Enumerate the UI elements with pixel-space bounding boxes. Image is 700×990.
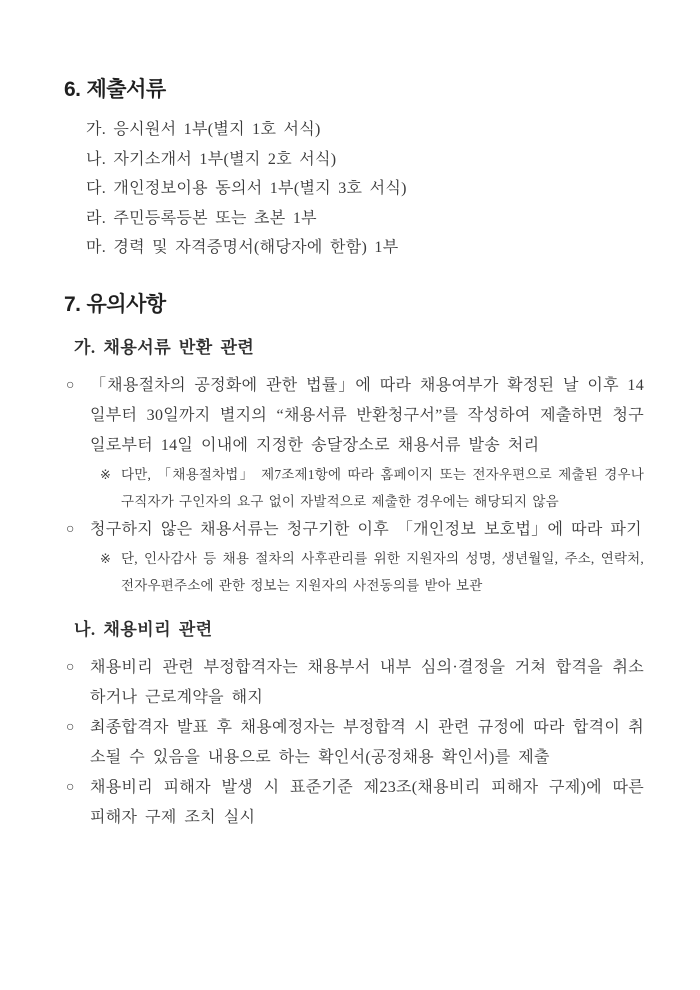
subsection-b-label: 나. bbox=[74, 619, 96, 639]
list-item: 마. 경력 및 자격증명서(해당자에 한함) 1부 bbox=[86, 239, 399, 256]
circle-bullet-icon: ○ bbox=[66, 659, 75, 675]
reference-mark-icon: ※ bbox=[100, 466, 111, 482]
subsection-a-body bbox=[64, 371, 644, 599]
subsection-b bbox=[64, 619, 644, 833]
circle-bullet-icon: ○ bbox=[66, 779, 75, 795]
list-item: 다. 개인정보이용 동의서 1부(별지 3호 서식) bbox=[86, 180, 407, 197]
subsection-a bbox=[64, 337, 644, 599]
list-item: 가. 응시원서 1부(별지 1호 서식) bbox=[86, 121, 321, 138]
subsection-a-heading bbox=[74, 337, 644, 359]
section-6-heading bbox=[64, 78, 644, 102]
subsection-a-label: 가. bbox=[74, 337, 96, 357]
section-6-title: 제출서류 bbox=[86, 78, 166, 101]
bullet-text: 「채용절차의 공정화에 관한 법률」에 따라 채용여부가 확정된 날 이후 14일부터 30일까지 별지의 “채용서류 반환청구서”를 작성하여 제출하면 청구일로부터 14일 이내에 지정한 송달장소로 채용서류 발송 처리 bbox=[90, 376, 644, 454]
list-item: 라. 주민등록등본 또는 초본 1부 bbox=[86, 209, 317, 227]
list-item: 나. 자기소개서 1부(별지 2호 서식) bbox=[86, 150, 337, 168]
bullet-item bbox=[64, 653, 644, 713]
subsection-b-title: 채용비리 관련 bbox=[103, 619, 213, 639]
bullet-item bbox=[64, 515, 644, 545]
bullet-item bbox=[64, 773, 644, 833]
note-item bbox=[100, 545, 644, 599]
reference-mark-icon: ※ bbox=[100, 550, 111, 566]
section-7-heading bbox=[64, 293, 644, 317]
note-text: 다만, 「채용절차법」 제7조제1항에 따라 홈페이지 또는 전자우편으로 제출된 경우나 구직자가 구인자의 요구 없이 자발적으로 제출한 경우에는 해당되지 않음 bbox=[121, 466, 644, 509]
bullet-text: 청구하지 않은 채용서류는 청구기한 이후 「개인정보 보호법」에 따라 파기 bbox=[90, 520, 642, 538]
subsection-a-title: 채용서류 반환 관련 bbox=[103, 337, 255, 357]
circle-bullet-icon: ○ bbox=[66, 377, 75, 393]
bullet-item bbox=[64, 371, 644, 461]
subsection-b-heading bbox=[74, 619, 644, 641]
section-7-title: 유의사항 bbox=[86, 292, 166, 316]
subsection-b-body bbox=[64, 653, 644, 833]
circle-bullet-icon: ○ bbox=[66, 719, 75, 735]
submission-document-list bbox=[86, 115, 644, 263]
section-6-number: 6. bbox=[64, 78, 81, 101]
section-6 bbox=[64, 78, 644, 263]
bullet-item bbox=[64, 713, 644, 773]
section-7 bbox=[64, 293, 644, 833]
note-item bbox=[100, 461, 644, 515]
section-7-number: 7. bbox=[64, 292, 81, 316]
bullet-text: 채용비리 피해자 발생 시 표준기준 제23조(채용비리 피해자 구제)에 따른 피해자 구제 조치 실시 bbox=[90, 778, 644, 826]
circle-bullet-icon: ○ bbox=[66, 521, 75, 537]
note-text: 단, 인사감사 등 채용 절차의 사후관리를 위한 지원자의 성명, 생년월일, 주소, 연락처, 전자우편주소에 관한 정보는 지원자의 사전동의를 받아 보관 bbox=[121, 550, 644, 593]
bullet-text: 최종합격자 발표 후 채용예정자는 부정합격 시 관련 규정에 따라 합격이 취소될 수 있음을 내용으로 하는 확인서(공정채용 확인서)를 제출 bbox=[90, 718, 644, 766]
bullet-text: 채용비리 관련 부정합격자는 채용부서 내부 심의·결정을 거쳐 합격을 취소하거나 근로계약을 해지 bbox=[90, 658, 644, 706]
